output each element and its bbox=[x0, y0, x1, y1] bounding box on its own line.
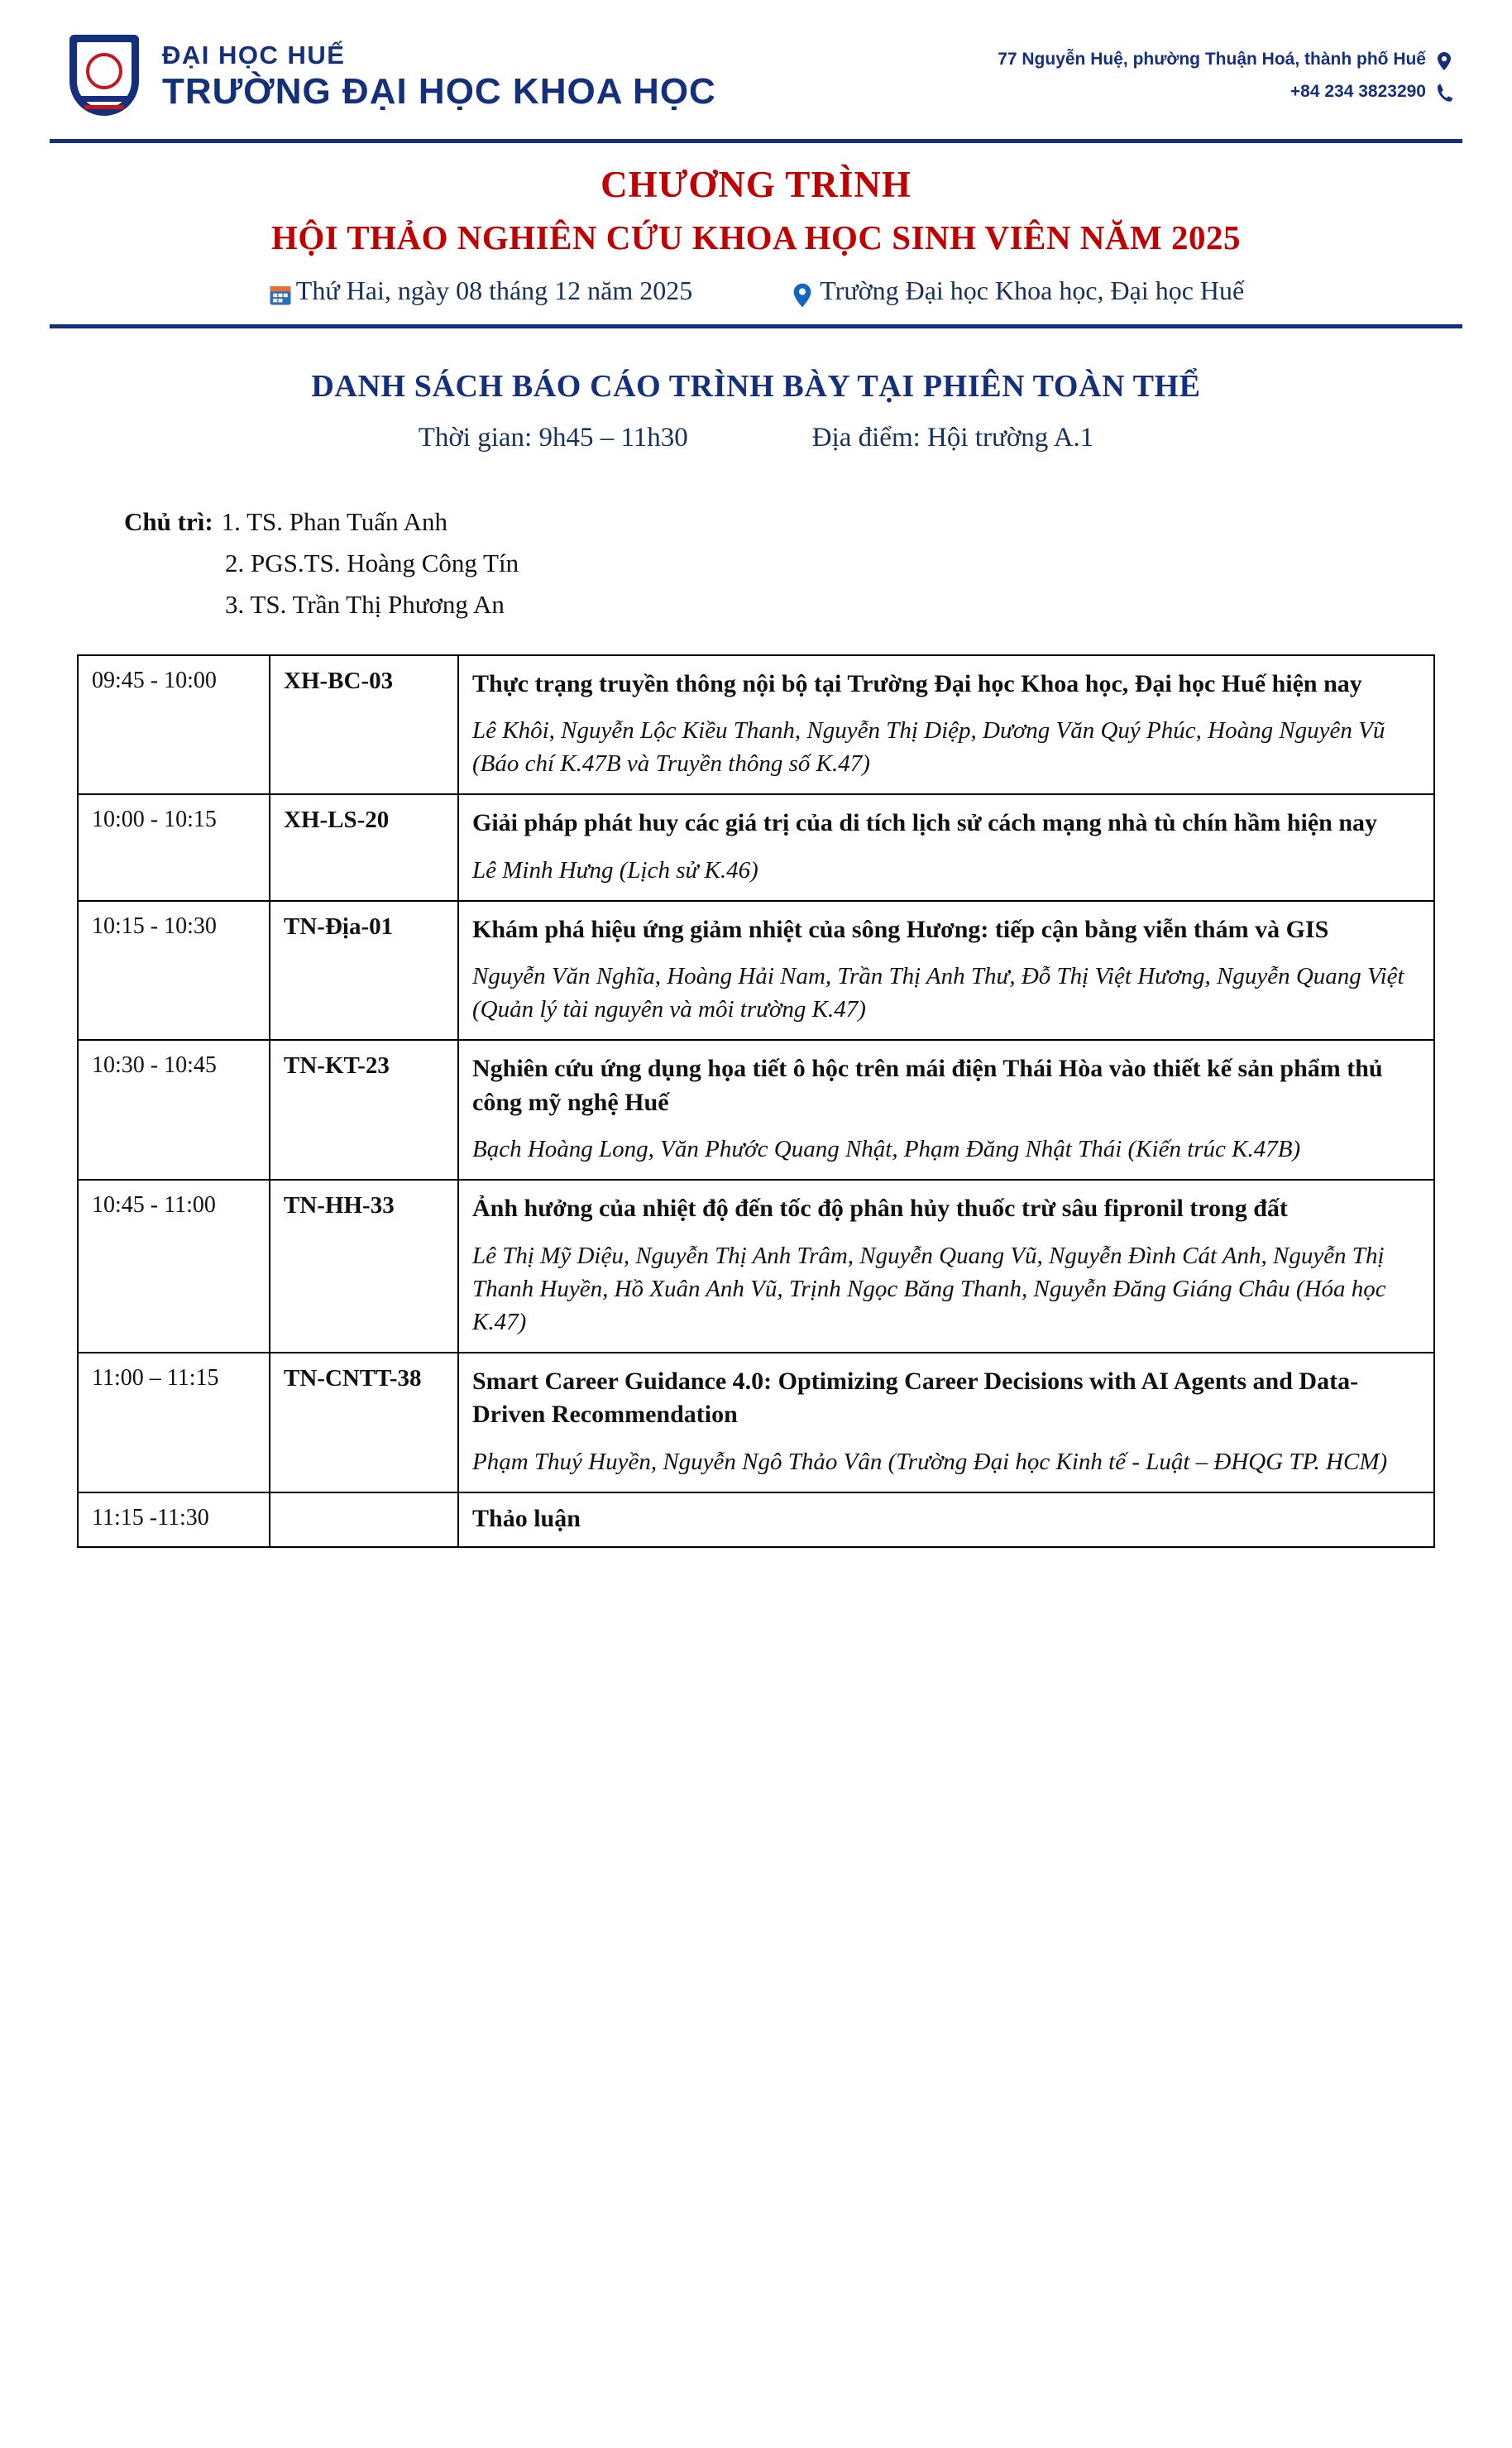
agenda-body bbox=[458, 901, 1434, 1041]
table-row bbox=[78, 794, 1434, 901]
brand-text bbox=[162, 42, 716, 110]
session-time: Thời gian: 9h45 – 11h30 bbox=[418, 423, 688, 453]
agenda-code: TN-CNTT-38 bbox=[270, 1353, 458, 1492]
agenda-body bbox=[458, 794, 1434, 901]
table-row bbox=[78, 1353, 1434, 1492]
document-title: CHƯƠNG TRÌNH bbox=[600, 164, 912, 205]
agenda-code: TN-KT-23 bbox=[270, 1040, 458, 1180]
event-date: Thứ Hai, ngày 08 tháng 12 năm 2025 bbox=[295, 275, 693, 305]
agenda-title: Smart Career Guidance 4.0: Optimizing Career Decisions with AI Agents and Data-Driven Recommendation bbox=[472, 1367, 1359, 1429]
agenda-table bbox=[77, 654, 1435, 1548]
chair-label: Chủ trì: bbox=[124, 507, 213, 536]
chair-row bbox=[124, 501, 1512, 543]
agenda-code: XH-LS-20 bbox=[270, 794, 458, 901]
agenda-body bbox=[458, 1040, 1434, 1180]
event-date-item bbox=[268, 275, 692, 306]
table-row bbox=[78, 655, 1434, 795]
brand-line-university: ĐẠI HỌC HUẾ bbox=[162, 41, 346, 69]
agenda-time: 11:15 -11:30 bbox=[78, 1492, 270, 1547]
university-crest-icon bbox=[65, 33, 144, 119]
agenda-title: Khám phá hiệu ứng giảm nhiệt của sông Hương: tiếp cận bằng viễn thám và GIS bbox=[472, 915, 1329, 943]
agenda-body bbox=[458, 1180, 1434, 1353]
agenda-code: XH-BC-03 bbox=[270, 655, 458, 795]
event-place: Trường Đại học Khoa học, Đại học Huế bbox=[820, 275, 1245, 305]
chair-list bbox=[124, 501, 1512, 626]
agenda-title: Giải pháp phát huy các giá trị của di tích lịch sử cách mạng nhà tù chín hầm hiện nay bbox=[472, 809, 1378, 837]
document-header bbox=[0, 0, 1512, 134]
agenda-time: 10:45 - 11:00 bbox=[78, 1180, 270, 1353]
brand-line-school: TRƯỜNG ĐẠI HỌC KHOA HỌC bbox=[162, 71, 716, 112]
contact-phone-row bbox=[998, 76, 1452, 108]
agenda-code: TN-Địa-01 bbox=[270, 901, 458, 1041]
agenda-authors: Lê Minh Hưng (Lịch sử K.46) bbox=[472, 856, 758, 884]
agenda-authors: Lê Thị Mỹ Diệu, Nguyễn Thị Anh Trâm, Nguyễn Quang Vũ, Nguyễn Đình Cát Anh, Nguyễn Thị Thanh Huyền, Hồ Xuân Anh Vũ, Trịnh Ngọc Băng Thanh, Nguyễn Đăng Giáng Châu (Hóa học K.47) bbox=[472, 1242, 1386, 1335]
table-row bbox=[78, 1492, 1434, 1547]
agenda-title: Thực trạng truyền thông nội bộ tại Trường Đại học Khoa học, Đại học Huế hiện nay bbox=[472, 669, 1362, 697]
agenda-code bbox=[270, 1492, 458, 1547]
event-meta-row bbox=[50, 275, 1462, 306]
agenda-time: 11:00 – 11:15 bbox=[78, 1353, 270, 1492]
agenda-body bbox=[458, 655, 1434, 795]
agenda-authors: Phạm Thuý Huyền, Nguyễn Ngô Thảo Vân (Trường Đại học Kinh tế - Luật – ĐHQG TP. HCM) bbox=[472, 1448, 1388, 1475]
contact-address: 77 Nguyễn Huệ, phường Thuận Hoá, thành phố Huế bbox=[998, 50, 1426, 69]
agenda-title: Thảo luận bbox=[472, 1504, 581, 1532]
table-row bbox=[78, 1180, 1434, 1353]
contact-phone: +84 234 3823290 bbox=[1290, 82, 1426, 101]
chair-item: 1. TS. Phan Tuấn Anh bbox=[221, 507, 447, 536]
agenda-body bbox=[458, 1492, 1434, 1547]
document-subtitle: HỘI THẢO NGHIÊN CỨU KHOA HỌC SINH VIÊN NĂM 2025 bbox=[270, 218, 1241, 256]
session-meta bbox=[0, 423, 1512, 453]
agenda-time: 10:15 - 10:30 bbox=[78, 901, 270, 1041]
title-block bbox=[0, 143, 1512, 309]
phone-icon bbox=[1436, 83, 1452, 101]
contact-address-row bbox=[998, 44, 1452, 76]
agenda-title: Ảnh hưởng của nhiệt độ đến tốc độ phân hủy thuốc trừ sâu fipronil trong đất bbox=[472, 1195, 1288, 1223]
session-location: Địa điểm: Hội trường A.1 bbox=[811, 423, 1094, 453]
table-row bbox=[78, 1040, 1434, 1180]
agenda-time: 10:30 - 10:45 bbox=[78, 1040, 270, 1180]
chair-item: 3. TS. Trần Thị Phương An bbox=[225, 590, 505, 620]
agenda-authors: Nguyễn Văn Nghĩa, Hoàng Hải Nam, Trần Thị Anh Thư, Đỗ Thị Việt Hương, Nguyễn Quang Việt (Quản lý tài nguyên và môi trường K.47) bbox=[472, 963, 1404, 1023]
agenda-code: TN-HH-33 bbox=[270, 1180, 458, 1353]
calendar-icon bbox=[268, 282, 285, 300]
table-row bbox=[78, 901, 1434, 1041]
section-heading: DANH SÁCH BÁO CÁO TRÌNH BÀY TẠI PHIÊN TOÀN THỂ bbox=[311, 369, 1201, 404]
agenda-authors: Bạch Hoàng Long, Văn Phước Quang Nhật, Phạm Đăng Nhật Thái (Kiến trúc K.47B) bbox=[472, 1136, 1301, 1163]
location-pin-icon bbox=[1436, 51, 1452, 69]
event-place-item bbox=[792, 275, 1244, 306]
title-divider bbox=[50, 324, 1462, 328]
chair-item: 2. PGS.TS. Hoàng Công Tín bbox=[225, 549, 519, 578]
agenda-time: 10:00 - 10:15 bbox=[78, 794, 270, 901]
chair-row bbox=[225, 584, 1512, 625]
chair-row bbox=[225, 543, 1512, 584]
university-brand bbox=[65, 33, 716, 119]
agenda-body bbox=[458, 1353, 1434, 1492]
agenda-time: 09:45 - 10:00 bbox=[78, 655, 270, 795]
contact-block bbox=[998, 44, 1452, 108]
location-pin-icon bbox=[792, 282, 808, 300]
agenda-title: Nghiên cứu ứng dụng họa tiết ô hộc trên mái điện Thái Hòa vào thiết kế sản phẩm thủ công mỹ nghệ Huế bbox=[472, 1055, 1383, 1116]
agenda-authors: Lê Khôi, Nguyễn Lộc Kiều Thanh, Nguyễn Thị Diệp, Dương Văn Quý Phúc, Hoàng Nguyên Vũ (Báo chí K.47B và Truyền thông số K.47) bbox=[472, 717, 1385, 778]
